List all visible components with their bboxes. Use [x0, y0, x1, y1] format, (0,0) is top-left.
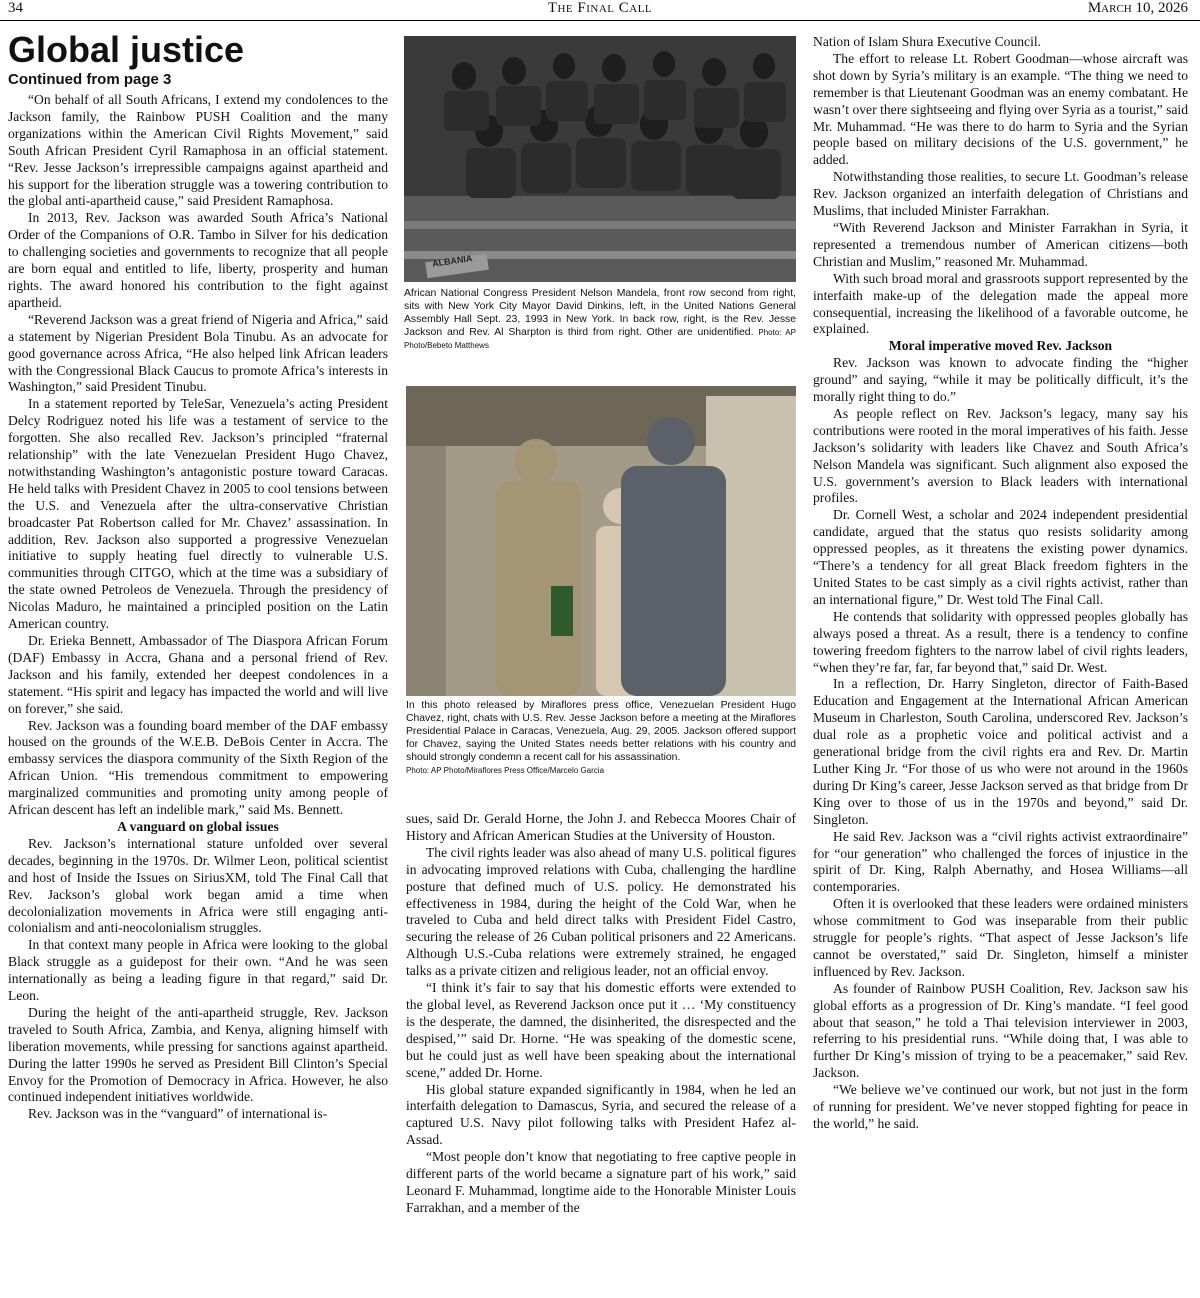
caption-text: African National Congress President Nelson Mandela, front row second from right, sits with New York City Mayor David Dinkins, left, in the United Nations General Assembly Hall Sept. 23, 1993 in New York. In back row, right, is the Rev. Jesse Jackson and Rev. Al Sharpton is third from right. Other are unidentified.: [404, 288, 796, 338]
paragraph: His global stature expanded significantly in 1984, when he led an interfaith delegation to Damascus, Syria, and secured the release of a captured U.S. Navy pilot following talks with President Hafez al-Assad.: [406, 1081, 796, 1148]
paragraph: “With Reverend Jackson and Minister Farrakhan in Syria, it represented a tremendous number of American citizens—both Christian and Muslim,” reasoned Mr. Muhammad.: [813, 219, 1188, 269]
paragraph: sues, said Dr. Gerald Horne, the John J. and Rebecca Moores Chair of History and African American Studies at the University of Houston.: [406, 811, 796, 843]
paragraph: In a reflection, Dr. Harry Singleton, director of Faith-Based Education and Engagement at the International African American Museum in Charleston, South Carolina, underscored Rev. Jackson’s dual role as a prophetic voice and political activist and a generational bridge from the civil rights era and Rev. Dr. Martin Luther King Jr. “For those of us who were not around in the 1960s during Dr King’s career, Jesse Jackson served as that bridge from Dr King over to those of us in the 1970s and beyond,” said Dr. Singleton.: [813, 676, 1188, 827]
paragraph: In that context many people in Africa were looking to the global Black struggle as a guidepost for their own. “And he was seen internationally as being a leading figure in that regard,” said Dr. Leon.: [8, 937, 388, 1004]
paragraph: “On behalf of all South Africans, I extend my condolences to the Jackson family, the Rainbow PUSH Coalition and the many organizations within the American Civil Rights Movement,” said South African President Cyril Ramaphosa in an official statement. “Rev. Jesse Jackson’s irrepressible campaigns against apartheid and his support for the liberation struggle was a towering contribution to the global anti-apartheid cause,” said President Ramaphosa.: [8, 92, 388, 209]
publication-name: The Final Call: [547, 0, 653, 16]
paragraph: The effort to release Lt. Robert Goodman—whose aircraft was shot down by Syria’s military is an example. “The thing we need to remember is that Lieutenant Goodman was an enemy combatant. He wasn’t over there sightseeing and flying over Syria as a tourist,” said Mr. Muhammad. “He was there to do harm to Syria and the Syrian people based on military decisions of the U.S. government,” he added.: [813, 50, 1188, 168]
paragraph: He said Rev. Jackson was a “civil rights activist extraordinaire” for “our generation” who challenged the forces of injustice in the spirit of Dr. King, Ralph Abernathy, and Hosea Williams—all contemporaries.: [813, 828, 1188, 895]
paragraph: Rev. Jackson was a founding board member of the DAF embassy housed on the grounds of the W.E.B. DeBois Center in Accra. The embassy services the diaspora community of the Sixth Region of the African Union. “His tremendous commitment to empowering marginalized communities and promoting unity among people of African descent has left an indelible mark,” said Ms. Bennett.: [8, 717, 388, 818]
paragraph: He contends that solidarity with oppressed peoples globally has always posed a threat. As a result, there is a tendency to confine towering freedom fighters to the narrow label of civil rights leaders, “when they’re far, far, far beyond that,” said Dr. West.: [813, 608, 1188, 675]
paragraph: “We believe we’ve continued our work, but not just in the form of running for president. We’ve never stopped fighting for peace in the world,” he said.: [813, 1082, 1188, 1131]
paragraph: Nation of Islam Shura Executive Council.: [813, 34, 1042, 49]
paragraph: In a statement reported by TeleSar, Venezuela’s acting President Delcy Rodriguez noted his life was a testament of service to the forgotten. She also recalled Rev. Jackson’s principled “fraternal relationship” with the late Venezuelan President Hugo Chavez, notwithstanding Washington’s antagonistic posture toward Caracas. He held talks with President Chavez in 2005 to cool tensions between the U.S. and Venezuela after the ultra-conservative Christian broadcaster Pat Robertson called for Mr. Chavez’ assassination. In addition, Rev. Jackson also supported a progressive Venezuelan initiative to supply heating fuel directly to vulnerable U.S. communities through CITGO, which at the time was a subsidiary of the state owned Petroleos de Venezuela. Through the presidency of Nicolas Maduro, he maintained a principled position on the Latin American country.: [8, 396, 388, 632]
photo-miraflores: [406, 386, 796, 696]
subhead-vanguard: A vanguard on global issues: [117, 818, 279, 834]
subhead-moral: Moral imperative moved Rev. Jackson: [888, 338, 1113, 354]
albania-sign: ALBANIA: [431, 253, 473, 269]
paragraph: As founder of Rainbow PUSH Coalition, Rev. Jackson saw his global efforts as a progression of Dr. King’s mandate. “I feel good about that season,” he told a Thai television interviewer in 2003, referring to his presidential runs. “While doing that, I was able to further Dr King’s mission of trying to be a peacemaker,” said Rev. Jackson.: [813, 980, 1188, 1081]
paragraph: Rev. Jackson was in the “vanguard” of international is-: [28, 1106, 328, 1122]
paragraph: “I think it’s fair to say that his domestic efforts were extended to the global level, as Reverend Jackson once put it … ‘My constituency is the desperate, the damned, the disinherited, the disrespected and the despised,’” said Dr. Horne. “He was speaking of the domestic scene, but he could just as well have been speaking about the international scene,” added Dr. Horne.: [406, 980, 796, 1080]
paragraph: In 2013, Rev. Jackson was awarded South Africa’s National Order of the Companions of O.R. Tambo in Silver for his dedication to challenging societies and governments to recognize that all people are born equal and entitled to life, liberty, prosperity and human rights. The award honored his contribution to the fight against apartheid.: [8, 210, 388, 310]
column-2: [406, 811, 796, 1217]
column-3: [813, 34, 1188, 1133]
paragraph: “Most people don’t know that negotiating to free captive people in different parts of the world became a signature part of his work,” said Leonard F. Muhammad, longtime aide to the Honorable Minister Louis Farrakhan, and a member of the: [406, 1149, 796, 1215]
photo-caption-miraflores: [406, 699, 796, 777]
paragraph: Notwithstanding those realities, to secure Lt. Goodman’s release Rev. Jackson organized an interfaith delegation of Christians and Muslims, that included Minister Farrakhan.: [813, 169, 1188, 219]
caption-text: In this photo released by Miraflores press office, Venezuelan President Hugo Chavez, right, chats with U.S. Rev. Jesse Jackson before a meeting at the Miraflores Presidential Palace in Caracas, Venezuela, Aug. 29, 2005. Jackson offered support for Chavez, saying the United States needs better relations with his country and should strongly condemn a recent call for his assassination.: [406, 700, 796, 763]
continued-from: Continued from page 3: [8, 71, 172, 88]
paragraph: Dr. Cornell West, a scholar and 2024 independent presidential candidate, argued that the status quo resists solidarity among oppressed peoples, as it threatens the existing power dynamics. “There’s a tendency for all great Black freedom fighters in the United States to be cast simply as a civil rights activist, rather than an international figure,” Dr. West told The Final Call.: [813, 507, 1188, 607]
photo-caption-un: [404, 287, 796, 352]
photo-un-assembly-illustration: [404, 36, 796, 282]
photo-un-assembly: [404, 36, 796, 282]
paragraph: Dr. Erieka Bennett, Ambassador of The Diaspora African Forum (DAF) Embassy in Accra, Ghana and a personal friend of Rev. Jackson and his family, extended her deepest condolences in a statement. “His spirit and legacy has impacted the world and will live on forever,” she said.: [8, 633, 388, 716]
column-1: [8, 30, 388, 1123]
paragraph: Rev. Jackson’s international stature unfolded over several decades, beginning in the 1970s. Dr. Wilmer Leon, political scientist and host of Inside the Issues on SiriusXM, told The Final Call that Rev. Jackson’s global work began amid a time when decolonialization movements in Africa were still engaging anti-colonialism and anti-neocolonialism struggles.: [8, 835, 388, 936]
paragraph: Often it is overlooked that these leaders were ordained ministers whose commitment to God was inseparable from their public struggle for people’s rights. “That aspect of Jesse Jackson’s life cannot be overstated,” said Dr. Singleton, himself a minister influenced by Rev. Jackson.: [813, 896, 1188, 979]
page-number: 34: [8, 0, 23, 16]
issue-date: March 10, 2026: [1087, 0, 1188, 16]
paragraph: The civil rights leader was also ahead of many U.S. political figures in advocating improved relations with Cuba, challenging the hardline posture that defined much of U.S. policy. He demonstrated his effectiveness in 1984, during the height of the Cold War, when he traveled to Cuba and held direct talks with President Fidel Castro, securing the release of 26 Cuban political prisoners and 22 Americans. Although U.S.-Cuba relations were extremely strained, he engaged talks as a private citizen and religious leader, not an official envoy.: [406, 844, 796, 979]
paragraph: “Reverend Jackson was a great friend of Nigeria and Africa,” said a statement by Nigerian President Bola Tinubu. As an advocate for good governance across Africa, “He also helped link African leaders with the Congressional Black Caucus to promote Africa’s interests in Washington,” said President Tinubu.: [8, 311, 388, 395]
paragraph: During the height of the anti-apartheid struggle, Rev. Jackson traveled to South Africa, Zambia, and Kenya, aligning himself with liberation movements, while pressing for sanctions against apartheid. During the latter 1990s he served as President Bill Clinton’s Special Envoy for the Promotion of Democracy in Africa. However, he also continued independent initiatives worldwide.: [8, 1004, 388, 1105]
photo-miraflores-illustration: [406, 386, 796, 696]
page-header: [0, 0, 1200, 21]
photo-credit: Photo: AP Photo/Bebeto Matthews: [404, 328, 796, 350]
paragraph: Rev. Jackson was known to advocate finding the “higher ground” and saying, “while it may be politically difficult, it’s the morally right thing to do.”: [813, 355, 1188, 405]
paragraph: With such broad moral and grassroots support represented by the interfaith make-up of the delegation made the appeal more consequential, increasing the likelihood of a favorable outcome, he explained.: [813, 270, 1188, 337]
photo-credit: Photo: AP Photo/Miraflores Press Office/Marcelo Garcia: [406, 766, 605, 775]
paragraph: As people reflect on Rev. Jackson’s legacy, many say his contributions were rooted in the moral imperatives of his faith. Jesse Jackson’s solidarity with leaders like Chavez and South Africa’s Nelson Mandela was significant. Such alignment also exposed the U.S. government’s aversion to Black leaders with international profiles.: [813, 405, 1188, 506]
headline: Global justice: [8, 29, 245, 70]
